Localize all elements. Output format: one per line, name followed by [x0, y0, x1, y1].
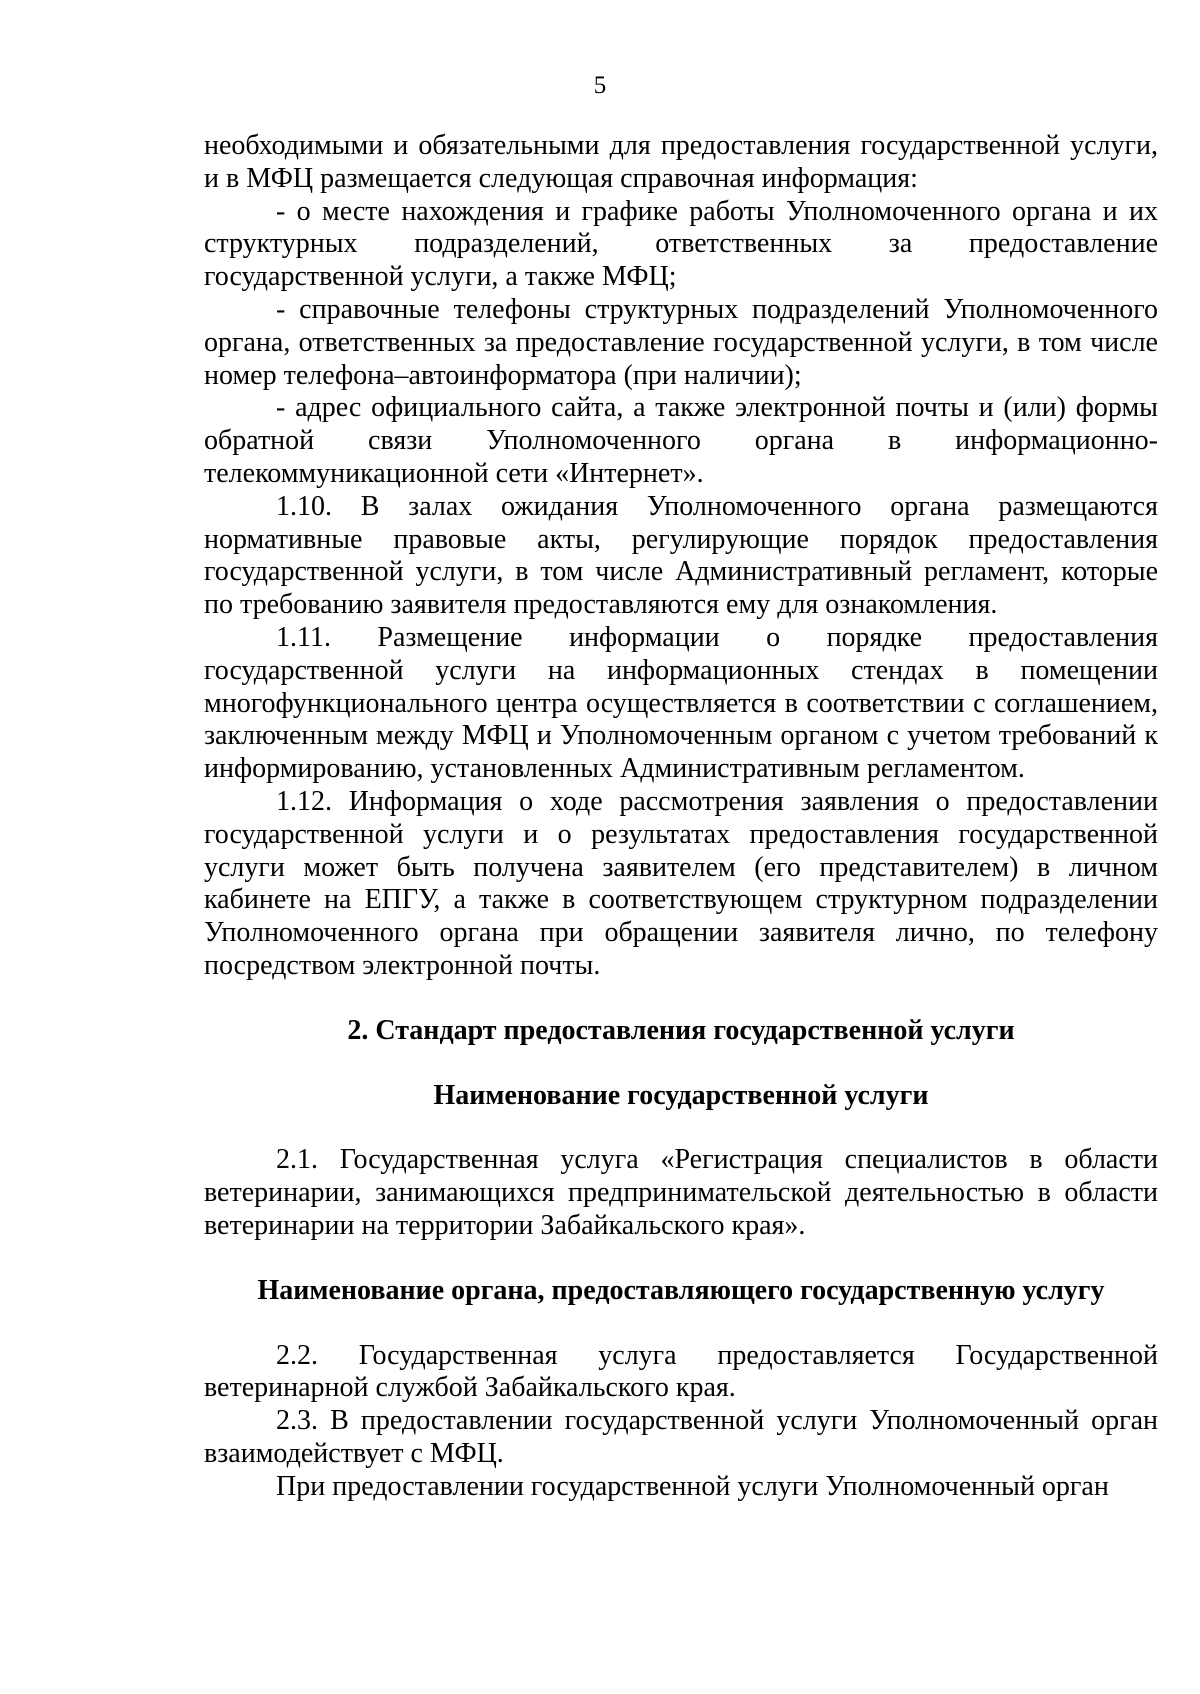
list-item-location: - о месте нахождения и графике работы Уполномоченного органа и их структурных подразделений, ответственных за предоставление государственной услуги, а также МФЦ; — [204, 195, 1158, 293]
subsection-organ-heading: Наименование органа, предоставляющего государственную услугу — [257, 1274, 1105, 1306]
paragraph-2-1: 2.1. Государственная услуга «Регистрация специалистов в области ветеринарии, занимающихся предпринимательской деятельностью в области ветеринарии на территории Забайкальского края». — [204, 1144, 1158, 1241]
paragraph-2-2: 2.2. Государственная услуга предоставляется Государственной ветеринарной службой Забайкальского края. — [204, 1339, 1158, 1404]
section-2-heading: 2. Стандарт предоставления государственной услуги — [347, 1014, 1015, 1046]
list-item-website: - адрес официального сайта, а также электронной почты и (или) формы обратной связи Уполномоченного органа в информационно-телекоммуникационной сети «Интернет». — [204, 392, 1158, 489]
paragraph-1-10: 1.10. В залах ожидания Уполномоченного органа размещаются нормативные правовые акты, регулирующие порядок предоставления государственной услуги, в том числе Административный регламент, которые по требованию заявителя предоставляются ему для ознакомления. — [204, 490, 1158, 621]
page-number: 5 — [593, 72, 607, 99]
paragraph-1-11: 1.11. Размещение информации о порядке предоставления государственной услуги на информационных стендах в помещении многофункционального центра осуществляется в соответствии с соглашением, заключенным между МФЦ и Уполномоченным органом с учетом требований к информированию, установленных Административным регламентом. — [204, 621, 1158, 785]
paragraph-continuation: необходимыми и обязательными для предоставления государственной услуги, и в МФЦ размещается следующая справочная информация: — [204, 130, 1158, 194]
paragraph-1-12: 1.12. Информация о ходе рассмотрения заявления о предоставлении государственной услуги и о результатах предоставления государственной услуги может быть получена заявителем (его представителем) в личном кабинете на ЕПГУ, а также в соответствующем структурном подразделении Уполномоченного органа при обращении заявителя лично, по телефону посредством электронной почты. — [204, 785, 1158, 981]
subsection-service-name-heading: Наименование государственной услуги — [433, 1079, 929, 1111]
paragraph-2-3-continuation: При предоставлении государственной услуги Уполномоченный орган — [276, 1470, 1109, 1502]
paragraph-2-3: 2.3. В предоставлении государственной услуги Уполномоченный орган взаимодействует с МФЦ. — [204, 1405, 1158, 1469]
document-body — [204, 130, 1158, 1503]
list-item-phones: - справочные телефоны структурных подразделений Уполномоченного органа, ответственных за предоставление государственной услуги, в том числе номер телефона–автоинформатора (при наличии); — [204, 293, 1158, 391]
